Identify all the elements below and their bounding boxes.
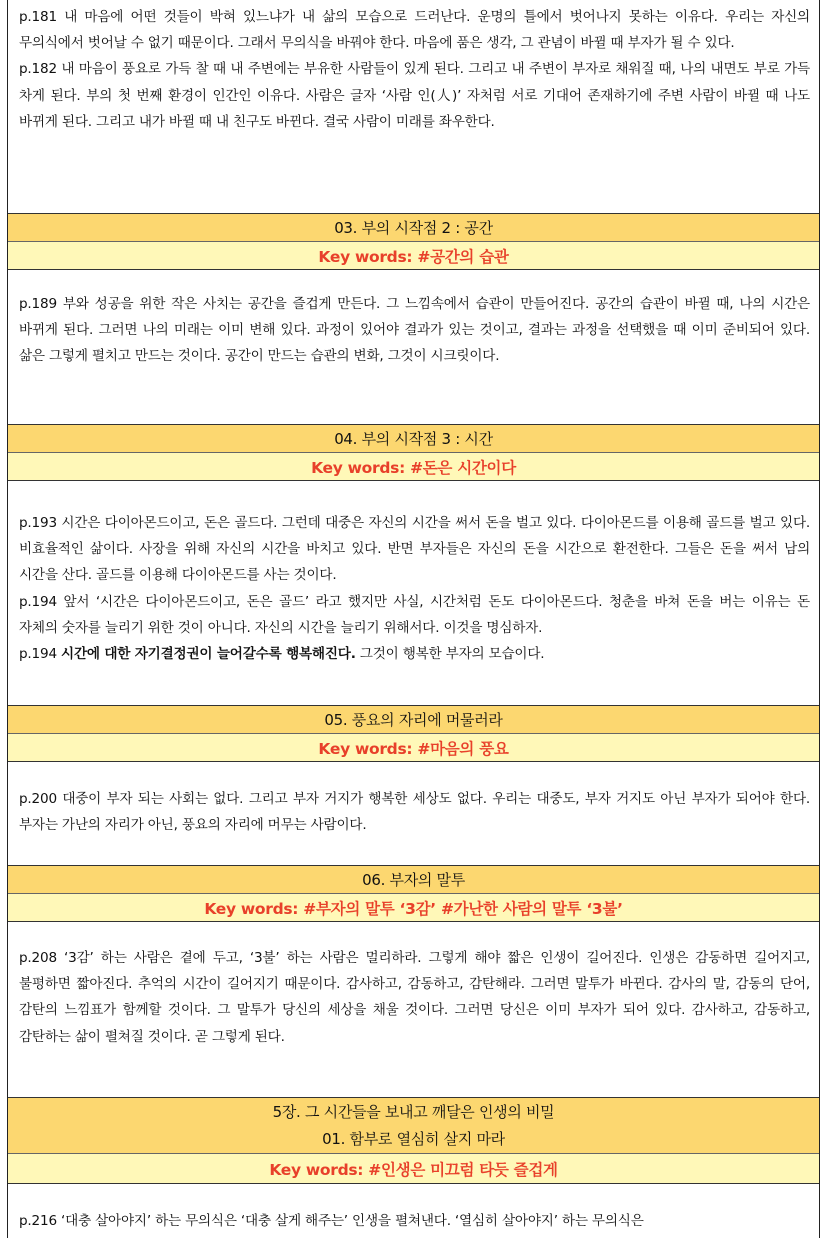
section-05-title: 05. 풍요의 자리에 머물러라 [8,705,819,734]
section-04-title: 04. 부의 시작점 3 : 시간 [8,424,819,453]
p194b-bold: 시간에 대한 자기결정권이 늘어갈수록 행복해진다. [61,646,356,663]
paragraph-p182: p.182 내 마음이 풍요로 가득 찰 때 내 주변에는 부유한 사람들이 있게 된다. 그리고 내 주변이 부자로 채워질 때, 나의 내면도 부로 가득 차게 된다. 부의 첫 번째 환경이 인간인 이유다. 사람은 글자 ‘사람 인(人)’ 자처럼 서로 기대어 존재하기에 주변 사람이 바뀔 때 나도 바뀌게 된다. 그리고 내가 바뀔 때 내 친구도 바뀐다. 결국 사람이 미래를 좌우한다. [19,61,810,130]
section-03-text [8,291,819,421]
paragraph-p193: p.193 시간은 다이아몬드이고, 돈은 골드다. 그런데 대중은 자신의 시간을 써서 돈을 벌고 있다. 다이아몬드를 이용해 골드를 벌고 있다. 비효율적인 삶이다. 사장을 위해 자신의 시간을 바치고 있다. 반면 부자들은 자신의 돈을 시간으로 환전한다. 그들은 돈을 써서 남의 시간을 산다. 골드를 이용해 다이아몬드를 사는 것이다. [19,515,810,584]
chapter-5-section-01-title: 01. 함부로 열심히 살지 마라 [322,1129,505,1148]
section-05-text [8,786,819,861]
section-03-keywords: Key words: #공간의 습관 [8,242,819,270]
document-page [7,0,820,1238]
paragraph-p200: p.200 대중이 부자 되는 사회는 없다. 그리고 부자 거지가 행복한 세상도 없다. 우리는 대중도, 부자 거지도 아닌 부자가 되어야 한다. 부자는 가난의 자리가 아닌, 풍요의 자리에 머무는 사람이다. [19,791,810,834]
p194b-suffix: 그것이 행복한 부자의 모습이다. [355,646,545,663]
paragraph-p189: p.189 부와 성공을 위한 작은 사치는 공간을 즐겁게 만든다. 그 느낌속에서 습관이 만들어진다. 공간의 습관이 바뀔 때, 나의 시간은 바뀌게 된다. 그러면 나의 미래는 이미 변해 있다. 과정이 있어야 결과가 있는 것이고, 결과는 과정을 선택했을 때 이미 준비되어 있다. 삶은 그렇게 펼치고 만드는 것이다. 공간이 만드는 습관의 변화, 그것이 시크릿이다. [19,296,810,365]
chapter-5-title: 5장. 그 시간들을 보내고 깨달은 인생의 비밀 [272,1102,555,1121]
section-03-title: 03. 부의 시작점 2 : 공간 [8,213,819,242]
section-04-keywords: Key words: #돈은 시간이다 [8,453,819,481]
paragraph-p208: p.208 ‘3감’ 하는 사람은 곁에 두고, ‘3불’ 하는 사람은 멀리하라. 그렇게 해야 짧은 인생이 길어진다. 인생은 감동하면 길어지고, 불평하면 짧아진다. 추억의 시간이 길어지기 때문이다. 감사하고, 감동하고, 감탄해라. 그러면 말투가 바뀐다. 감사의 말, 감동의 단어, 감탄의 느낌표가 함께할 것이다. 그 말투가 당신의 세상을 채울 것이다. 그러면 당신은 이미 부자가 되어 있다. 감사하고, 감동하고, 감탄하는 삶이 펼쳐질 것이다. 곧 그렇게 된다. [19,950,810,1045]
intro-text-block [8,4,819,210]
section-06-keywords: Key words: #부자의 말투 ‘3감’ #가난한 사람의 말투 ‘3불’ [8,894,819,922]
paragraph-p181: p.181 내 마음에 어떤 것들이 박혀 있느냐가 내 삶의 모습으로 드러난다. 운명의 틀에서 벗어나지 못하는 이유다. 우리는 자신의 무의식에서 벗어날 수 없기 때문이다. 그래서 무의식을 바꿔야 한다. 마음에 품은 생각, 그 관념이 바뀔 때 부자가 될 수 있다. [19,9,810,52]
section-06-text [8,945,819,1085]
p194b-prefix: p.194 [19,646,62,663]
chapter-5-keywords: Key words: #인생은 미끄럼 타듯 즐겁게 [8,1154,819,1184]
paragraph-p194a: p.194 앞서 ‘시간은 다이아몬드이고, 돈은 골드’ 라고 했지만 사실, 시간처럼 돈도 다이아몬드다. 청춘을 바쳐 돈을 버는 이유는 돈 자체의 숫자를 늘리기 위한 것이 아니다. 자신의 시간을 늘리기 위해서다. 이것을 명심하자. [19,593,810,636]
chapter-5-header [8,1097,819,1154]
section-04-text [8,510,819,700]
chapter-5-text [8,1208,819,1238]
section-05-keywords: Key words: #마음의 풍요 [8,734,819,762]
paragraph-p216: p.216 ‘대충 살아야지’ 하는 무의식은 ‘대충 살게 해주는’ 인생을 펼쳐낸다. ‘열심히 살아야지’ 하는 무의식은 [19,1213,644,1229]
section-06-title: 06. 부자의 말투 [8,865,819,894]
paragraph-p194b [19,641,810,667]
